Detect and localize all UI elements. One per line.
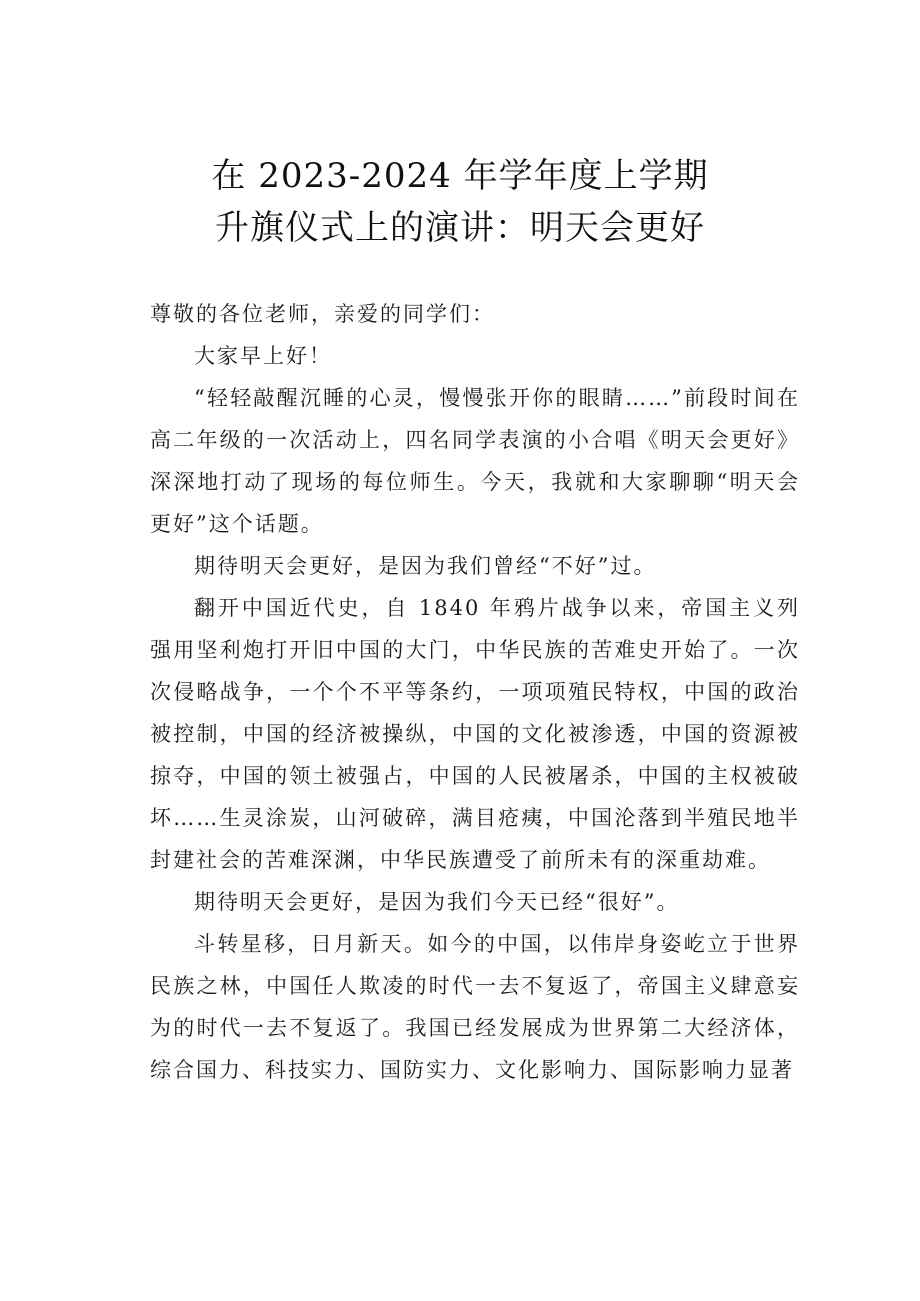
paragraph: 斗转星移，日月新天。如今的中国，以伟岸身姿屹立于世界民族之林，中国任人欺凌的时代一去不复返了，帝国主义肆意妄为的时代一去不复返了。我国已经发展成为世界第二大经济体，综合国力、科技实力、国防实力、文化影响力、国际影响力显著	[150, 932, 800, 1082]
paragraph: 期待明天会更好，是因为我们曾经“不好”过。	[194, 554, 657, 578]
paragraph: 大家早上好！	[194, 344, 332, 368]
paragraph: “轻轻敲醒沉睡的心灵，慢慢张开你的眼睛……”前段时间在高二年级的一次活动上，四名同学表演的小合唱《明天会更好》深深地打动了现场的每位师生。今天，我就和大家聊聊“明天会更好”这个话题。	[150, 386, 800, 536]
document-title	[0, 150, 920, 254]
paragraph: 期待明天会更好，是因为我们今天已经“很好”。	[194, 890, 680, 914]
speech-body	[150, 293, 800, 1091]
title-line-1: 在 2023-2024 年学年度上学期	[211, 156, 709, 196]
paragraph: 翻开中国近代史，自 1840 年鸦片战争以来，帝国主义列强用坚利炮打开旧中国的大门，中华民族的苦难史开始了。一次次侵略战争，一个个不平等条约，一项项殖民特权，中国的政治被控制，中国的经济被操纵，中国的文化被渗透，中国的资源被掠夺，中国的领土被强占，中国的人民被屠杀，中国的主权被破坏……生灵涂炭，山河破碎，满目疮痍，中国沦落到半殖民地半封建社会的苦难深渊，中华民族遭受了前所未有的深重劫难。	[150, 596, 800, 872]
salutation: 尊敬的各位老师，亲爱的同学们：	[150, 302, 495, 326]
title-line-2: 升旗仪式上的演讲：明天会更好	[215, 208, 705, 248]
